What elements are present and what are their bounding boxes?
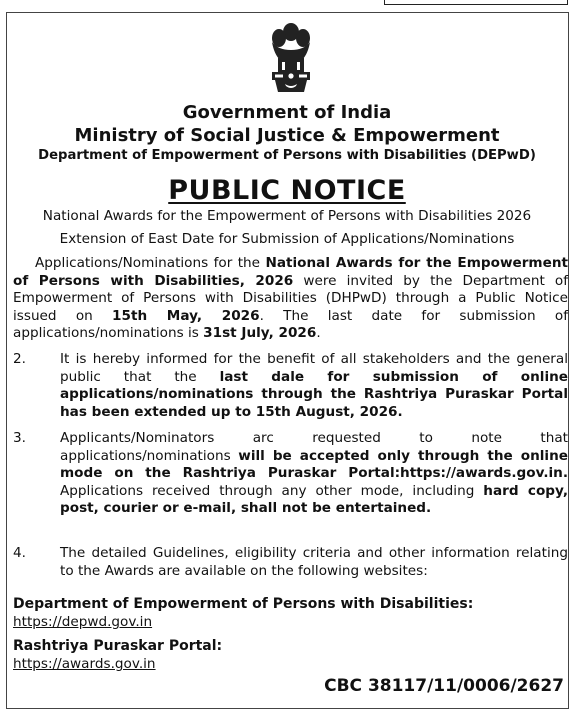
cbc-reference-code: CBC 38117/11/0006/2627 <box>324 676 564 696</box>
paragraph-3: Applicants/Nominators arc requested to note that applications/nominations will be accepted only through the online mode on the Rashtriya Puraskar Portal:https://awards.gov.in. Applications received through any other mode, including hard copy, post, courier or e-mail, shall not be entertained. <box>60 430 568 516</box>
national-emblem-icon <box>266 20 316 96</box>
page-title: PUBLIC NOTICE <box>168 175 406 206</box>
header-government: Government of India <box>182 102 392 123</box>
notice-subtitle-extension: Extension of East Date for Submission of Applications/Nominations <box>59 231 515 247</box>
paragraph-3-number: 3. <box>13 430 26 446</box>
portal-website-label: Rashtriya Puraskar Portal: <box>13 638 223 654</box>
header-ministry: Ministry of Social Justice & Empowerment <box>74 125 500 146</box>
paragraph-2: It is hereby informed for the benefit of all stakeholders and the general public that the last dale for submission of online applications/nominations through the Rashtriya Puraskar Portal has been extended up to 15th August, 2026. <box>60 351 569 420</box>
portal-website-link[interactable]: https://awards.gov.in <box>13 656 156 672</box>
paragraph-4-number: 4. <box>13 545 26 561</box>
dept-website-label: Department of Empowerment of Persons with Disabilities: <box>13 596 474 612</box>
paragraph-4: The detailed Guidelines, eligibility criteria and other information relating to the Awards are available on the following websites: <box>60 545 568 579</box>
top-corner-box <box>384 0 568 5</box>
paragraph-1: Applications/Nominations for the National Awards for the Empowerment of Persons with Disabilities, 2026 were invited by the Department of Empowerment of Persons with Disabilities (DHPwD) through a Public Notice issued on 15th May, 2026. The last date for submission of applications/nominations is 31st July, 2026. <box>13 255 568 341</box>
notice-subtitle-awards: National Awards for the Empowerment of Persons with Disabilities 2026 <box>42 208 532 224</box>
dept-website-link[interactable]: https://depwd.gov.in <box>13 614 153 630</box>
paragraph-2-number: 2. <box>13 351 26 367</box>
header-department: Department of Empowerment of Persons with Disabilities (DEPwD) <box>38 148 536 163</box>
